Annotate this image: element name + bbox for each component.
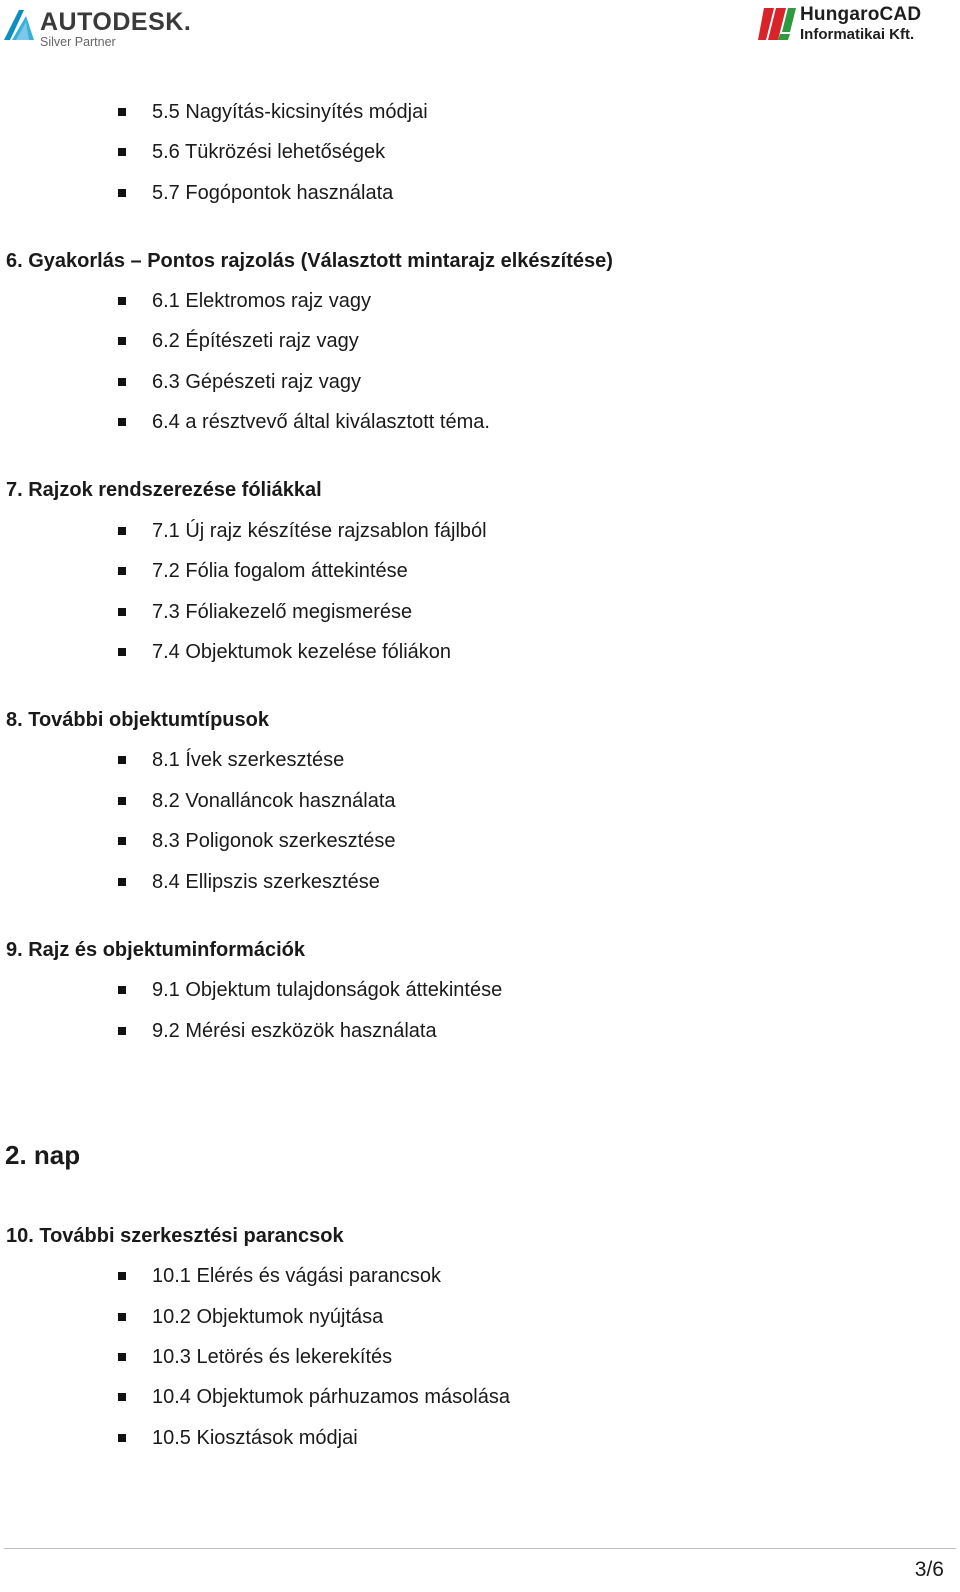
bullet-icon <box>118 648 126 656</box>
list-item: 10.4 Objektumok párhuzamos másolása <box>152 1386 510 1408</box>
bullet-icon <box>118 797 126 805</box>
bullet-icon <box>118 1313 126 1321</box>
bullet-icon <box>118 1434 126 1442</box>
list-item: 8.1 Ívek szerkesztése <box>152 749 345 771</box>
bullet-icon <box>118 1027 126 1035</box>
autodesk-partner-label: Silver Partner <box>40 35 116 49</box>
autodesk-logo <box>2 4 202 50</box>
day-heading: 2. nap <box>5 1140 81 1170</box>
list-item: 8.3 Poligonok szerkesztése <box>152 830 396 852</box>
bullet-icon <box>118 608 126 616</box>
list-item: 6.2 Építészeti rajz vagy <box>152 330 359 352</box>
list-item: 9.2 Mérési eszközök használata <box>152 1020 437 1042</box>
bullet-icon <box>118 878 126 886</box>
bullet-icon <box>118 148 126 156</box>
list-item: 5.7 Fogópontok használata <box>152 182 394 204</box>
list-item: 10.5 Kiosztások módjai <box>152 1427 358 1449</box>
bullet-icon <box>118 1393 126 1401</box>
hungarocad-logo <box>758 2 954 46</box>
list-item: 7.1 Új rajz készítése rajzsablon fájlból <box>152 520 487 542</box>
bullet-icon <box>118 418 126 426</box>
bullet-icon <box>118 837 126 845</box>
bullet-icon <box>118 567 126 575</box>
bullet-icon <box>118 1353 126 1361</box>
section-heading: 8. További objektumtípusok <box>6 709 269 731</box>
list-item: 6.4 a résztvevő által kiválasztott téma. <box>152 411 490 433</box>
bullet-icon <box>118 378 126 386</box>
list-item: 7.3 Fóliakezelő megismerése <box>152 601 413 623</box>
bullet-icon <box>118 108 126 116</box>
list-item: 10.3 Letörés és lekerekítés <box>152 1346 393 1368</box>
bullet-icon <box>118 986 126 994</box>
page-number: 3/6 <box>914 1558 944 1581</box>
list-item: 7.2 Fólia fogalom áttekintése <box>152 560 408 582</box>
list-item: 10.1 Elérés és vágási parancsok <box>152 1265 442 1287</box>
list-item: 8.2 Vonalláncok használata <box>152 790 396 812</box>
list-item: 7.4 Objektumok kezelése fóliákon <box>152 641 452 663</box>
list-item: 9.1 Objektum tulajdonságok áttekintése <box>152 979 503 1001</box>
section-heading: 6. Gyakorlás – Pontos rajzolás (Választott mintarajz elkészítése) <box>6 250 613 272</box>
bullet-icon <box>118 756 126 764</box>
bullet-icon <box>118 1272 126 1280</box>
bullet-icon <box>118 527 126 535</box>
autodesk-mark-icon <box>2 6 36 42</box>
bullet-icon <box>118 337 126 345</box>
section-heading: 7. Rajzok rendszerezése fóliákkal <box>6 479 322 501</box>
list-item: 5.5 Nagyítás-kicsinyítés módjai <box>152 101 428 123</box>
list-item: 5.6 Tükrözési lehetőségek <box>152 141 386 163</box>
footer-divider <box>4 1548 956 1549</box>
list-item: 10.2 Objektumok nyújtása <box>152 1306 384 1328</box>
bullet-icon <box>118 189 126 197</box>
autodesk-brand: AUTODESK. <box>40 8 192 36</box>
hungarocad-company-label: Informatikai Kft. <box>800 26 915 43</box>
list-item: 6.3 Gépészeti rajz vagy <box>152 371 361 393</box>
hungarocad-brand: HungaroCAD <box>800 4 922 25</box>
bullet-icon <box>118 297 126 305</box>
section-heading: 9. Rajz és objektuminformációk <box>6 939 305 961</box>
section-heading: 10. További szerkesztési parancsok <box>6 1225 344 1247</box>
list-item: 6.1 Elektromos rajz vagy <box>152 290 371 312</box>
hungarocad-mark-icon <box>758 4 796 44</box>
list-item: 8.4 Ellipszis szerkesztése <box>152 871 380 893</box>
